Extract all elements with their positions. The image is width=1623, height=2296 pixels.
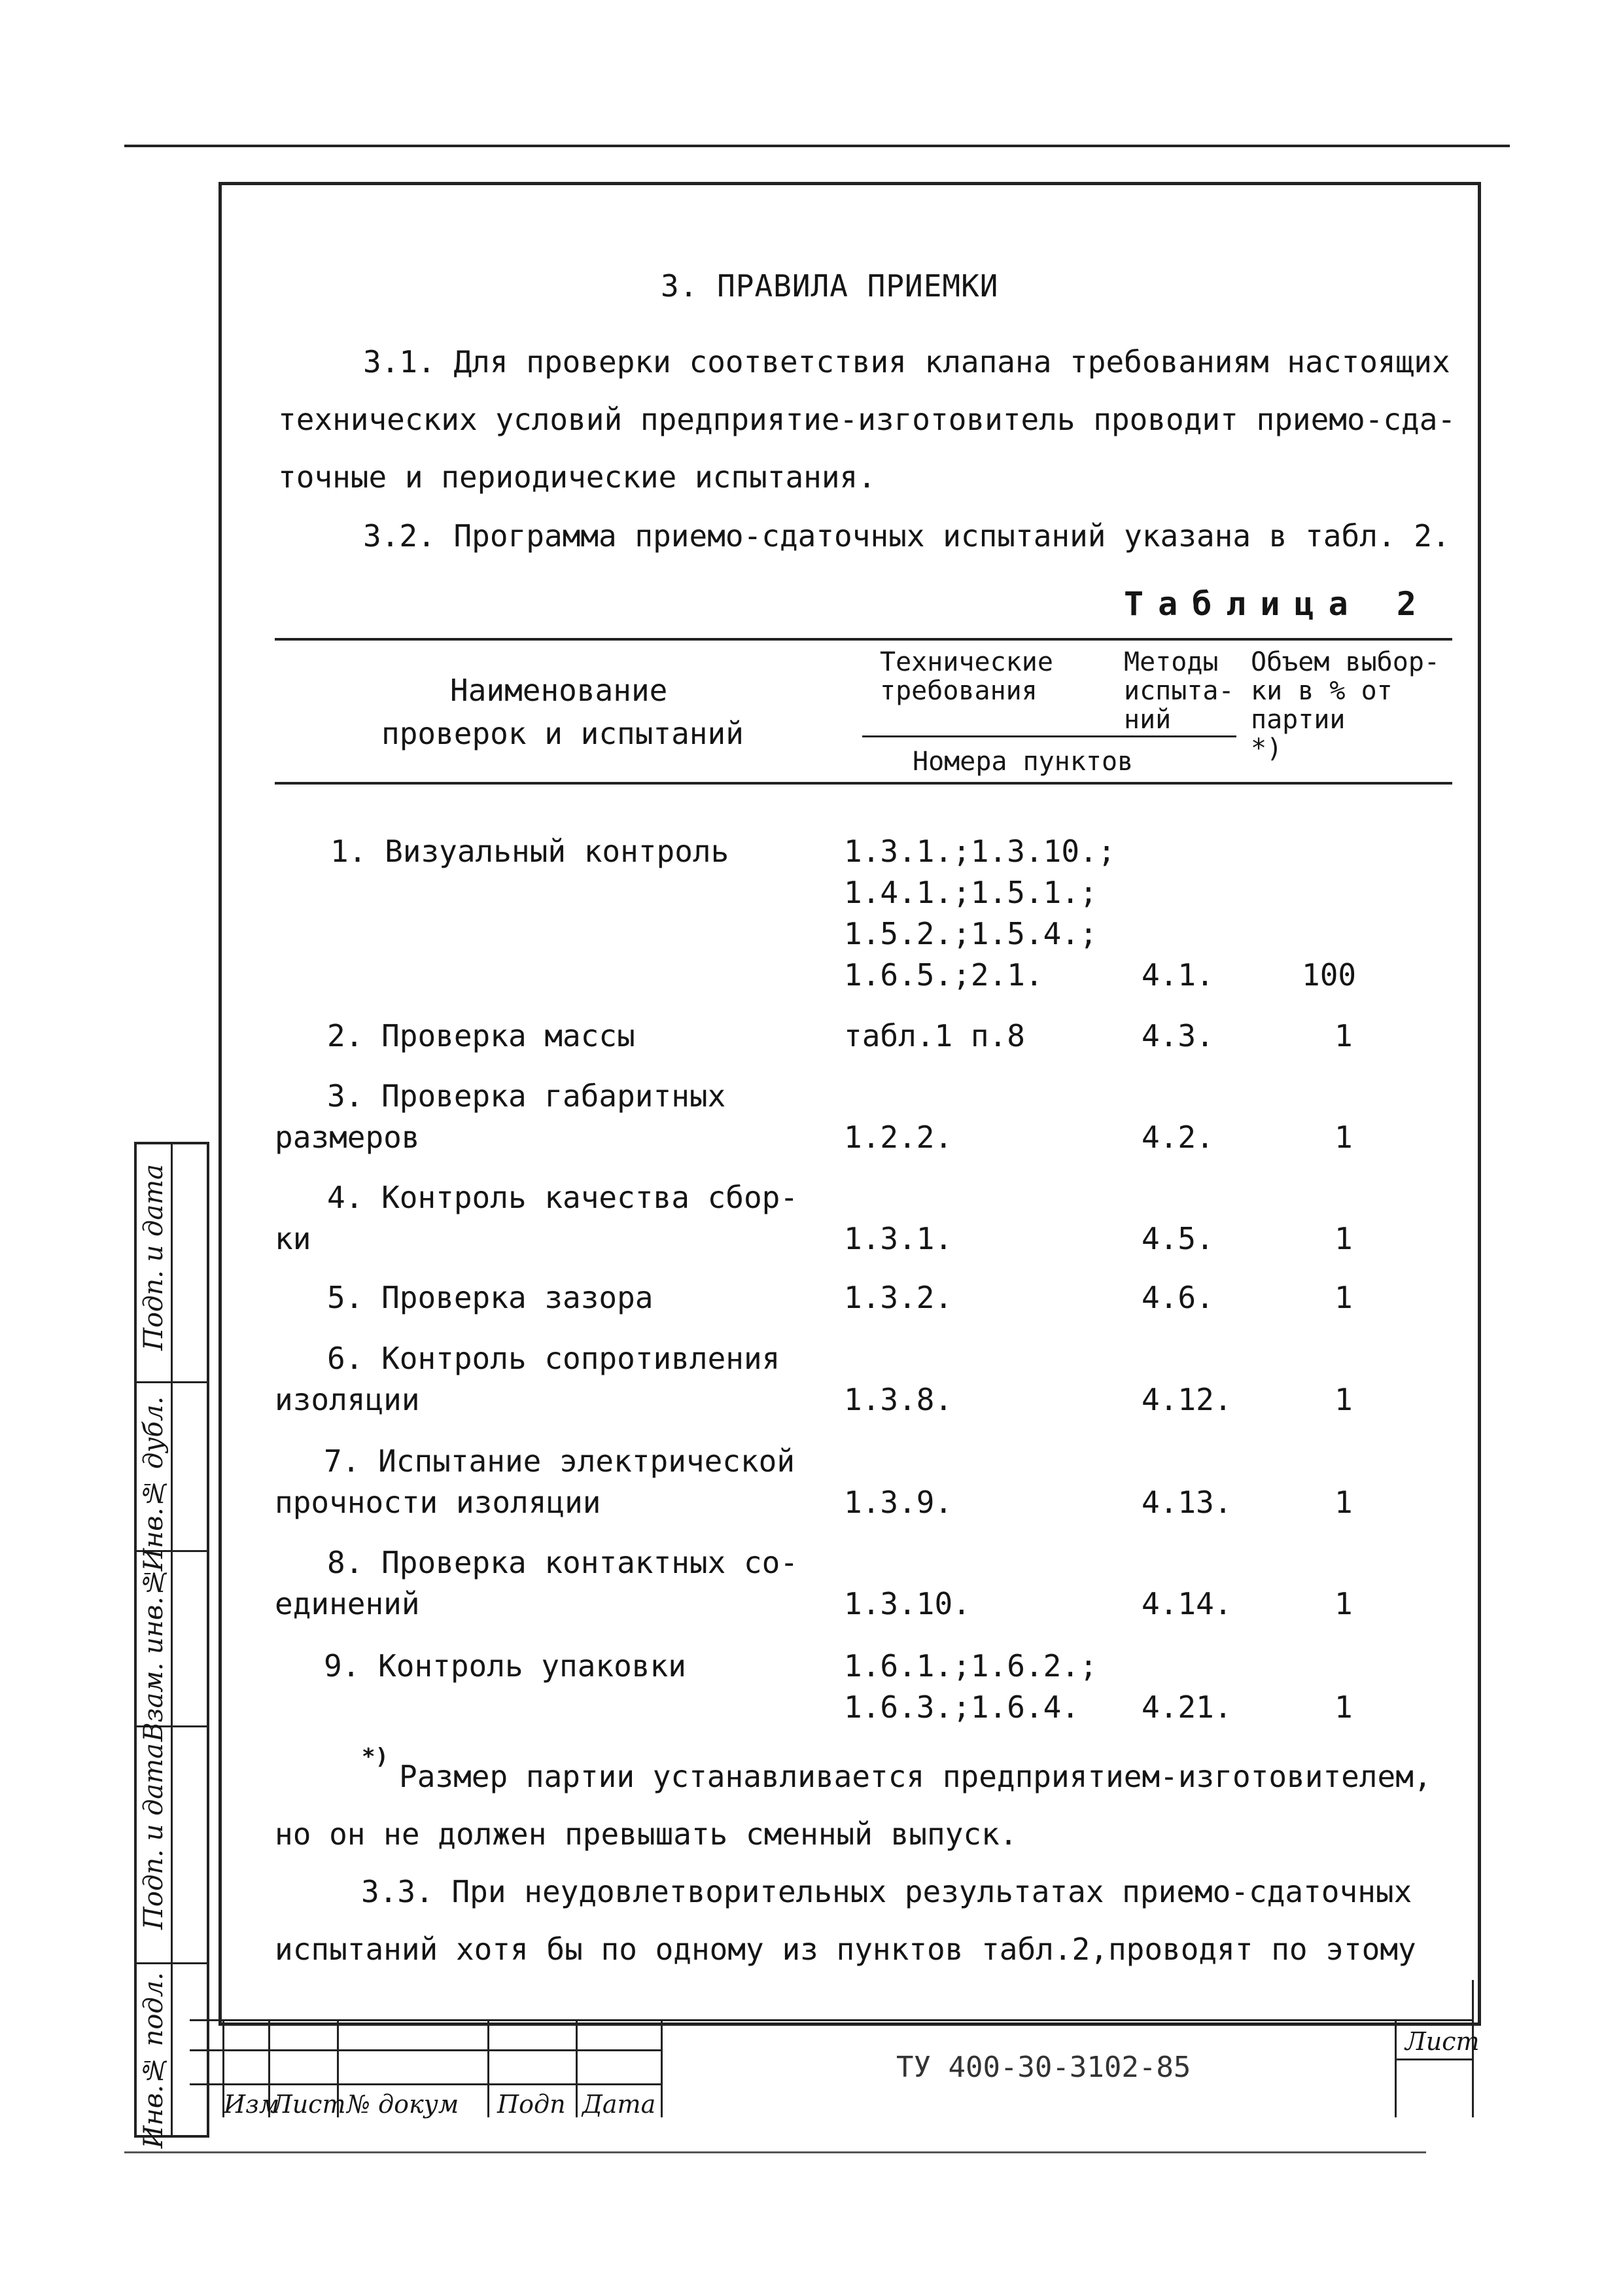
row-8-method: 4.14. — [1142, 1586, 1232, 1621]
row-9-volume: 1 — [1335, 1689, 1353, 1725]
header-methods-line-2: испыта- — [1124, 676, 1234, 706]
table-header-bottom-rule — [275, 782, 1452, 785]
stamp-sheet-label: Лист — [1405, 2027, 1480, 2056]
table-top-rule — [275, 638, 1452, 641]
paragraph-3-2: 3.2. Программа приемо-сдаточных испытаний указана в табл. 2. — [363, 518, 1450, 554]
row-1-tech-1: 1.3.1.;1.3.10.; — [844, 834, 1116, 869]
paragraph-3-3-line-1: 3.3. При неудовлетворительных результатах приемо-сдаточных — [361, 1874, 1412, 1909]
row-7-volume: 1 — [1335, 1485, 1353, 1520]
row-6-volume: 1 — [1335, 1382, 1353, 1417]
row-1-name: 1. Визуальный контроль — [330, 834, 729, 869]
stamp-doc-code: ТУ 400-30-3102-85 — [896, 2051, 1191, 2084]
row-7-tech: 1.3.9. — [844, 1485, 953, 1520]
margin-inv-dubl: Инв.№ дубл. — [139, 1396, 169, 1572]
row-1-tech-2: 1.4.1.;1.5.1.; — [844, 875, 1098, 910]
header-name-line-1: Наименование — [450, 673, 668, 708]
row-9-method: 4.21. — [1142, 1689, 1232, 1725]
paragraph-3-1-line-3: точные и периодические испытания. — [278, 459, 876, 495]
row-4-tech: 1.3.1. — [844, 1221, 953, 1256]
top-rule — [124, 145, 1510, 147]
table-caption: Таблица 2 — [1124, 585, 1431, 623]
row-8-name-1: 8. Проверка контактных со- — [327, 1545, 799, 1580]
bottom-rule — [124, 2151, 1426, 2153]
header-tech-line-1: Технические — [880, 647, 1053, 677]
row-9-tech-2: 1.6.3.;1.6.4. — [844, 1689, 1080, 1725]
margin-podp-data-1: Подп. и дата — [139, 1164, 169, 1351]
stamp-col-list: Лист — [271, 2090, 346, 2119]
row-3-name-1: 3. Проверка габаритных — [327, 1078, 726, 1114]
header-points-rule — [862, 735, 1236, 737]
header-volume-line-4: *) — [1251, 733, 1283, 764]
row-1-tech-4: 1.6.5.;2.1. — [844, 957, 1043, 993]
margin-podp-data-2: Подп. и дата — [139, 1743, 169, 1930]
row-8-name-2: единений — [275, 1586, 420, 1621]
footnote-line-1: Размер партии устанавливается предприятием-изготовителем, — [399, 1759, 1432, 1794]
paragraph-3-3-line-2: испытаний хотя бы по одному из пунктов табл.2,проводят по этому — [275, 1932, 1416, 1967]
row-5-name: 5. Проверка зазора — [327, 1280, 654, 1315]
margin-vzam-inv: Взам. инв.№ — [139, 1566, 169, 1742]
row-7-name-1: 7. Испытание электрической — [324, 1443, 795, 1479]
stamp-col-doc: № докум — [347, 2090, 459, 2119]
row-6-tech: 1.3.8. — [844, 1382, 953, 1417]
paragraph-3-1-line-1: 3.1. Для проверки соответствия клапана требованиям настоящих — [363, 344, 1450, 380]
section-title: 3. ПРАВИЛА ПРИЕМКИ — [661, 268, 999, 304]
footnote-mark: *) — [362, 1744, 389, 1770]
row-1-volume: 100 — [1302, 957, 1357, 993]
footnote-line-2: но он не должен превышать сменный выпуск. — [275, 1816, 1018, 1852]
header-volume-line-2: ки в % от — [1251, 676, 1393, 706]
row-4-volume: 1 — [1335, 1221, 1353, 1256]
row-5-tech: 1.3.2. — [844, 1280, 953, 1315]
header-name-line-2: проверок и испытаний — [381, 716, 744, 751]
row-2-volume: 1 — [1335, 1018, 1353, 1053]
header-methods-line-1: Методы — [1124, 647, 1219, 677]
row-3-name-2: размеров — [275, 1120, 420, 1155]
row-4-method: 4.5. — [1142, 1221, 1214, 1256]
row-2-tech: табл.1 п.8 — [844, 1018, 1025, 1053]
margin-stamp — [134, 1142, 209, 2149]
row-6-method: 4.12. — [1142, 1382, 1232, 1417]
row-8-volume: 1 — [1335, 1586, 1353, 1621]
row-7-method: 4.13. — [1142, 1485, 1232, 1520]
header-volume-line-1: Объем выбор- — [1251, 647, 1440, 677]
header-points: Номера пунктов — [913, 747, 1134, 777]
header-volume-line-3: партии — [1251, 705, 1346, 735]
row-9-name: 9. Контроль упаковки — [324, 1648, 686, 1684]
margin-inv-podl: Инв.№ подл. — [139, 1972, 169, 2149]
row-1-tech-3: 1.5.2.;1.5.4.; — [844, 916, 1098, 951]
paragraph-3-1-line-2: технических условий предприятие-изготовитель проводит приемо-сда- — [278, 402, 1456, 437]
row-5-volume: 1 — [1335, 1280, 1353, 1315]
title-block — [190, 2019, 1480, 2119]
row-2-method: 4.3. — [1142, 1018, 1214, 1053]
stamp-col-izm: Изм — [224, 2090, 280, 2119]
row-2-name: 2. Проверка массы — [327, 1018, 635, 1053]
row-7-name-2: прочности изоляции — [275, 1485, 601, 1520]
row-9-tech-1: 1.6.1.;1.6.2.; — [844, 1648, 1098, 1684]
row-4-name-1: 4. Контроль качества сбор- — [327, 1180, 799, 1215]
row-6-name-1: 6. Контроль сопротивления — [327, 1341, 780, 1376]
row-5-method: 4.6. — [1142, 1280, 1214, 1315]
row-3-tech: 1.2.2. — [844, 1120, 953, 1155]
header-methods-line-3: ний — [1124, 705, 1172, 735]
header-tech-line-2: требования — [880, 676, 1038, 706]
row-3-volume: 1 — [1335, 1120, 1353, 1155]
stamp-col-date: Дата — [582, 2090, 656, 2119]
row-6-name-2: изоляции — [275, 1382, 420, 1417]
stamp-col-sign: Подп — [497, 2090, 566, 2119]
row-3-method: 4.2. — [1142, 1120, 1214, 1155]
row-8-tech: 1.3.10. — [844, 1586, 971, 1621]
row-4-name-2: ки — [275, 1221, 311, 1256]
row-1-method: 4.1. — [1142, 957, 1214, 993]
